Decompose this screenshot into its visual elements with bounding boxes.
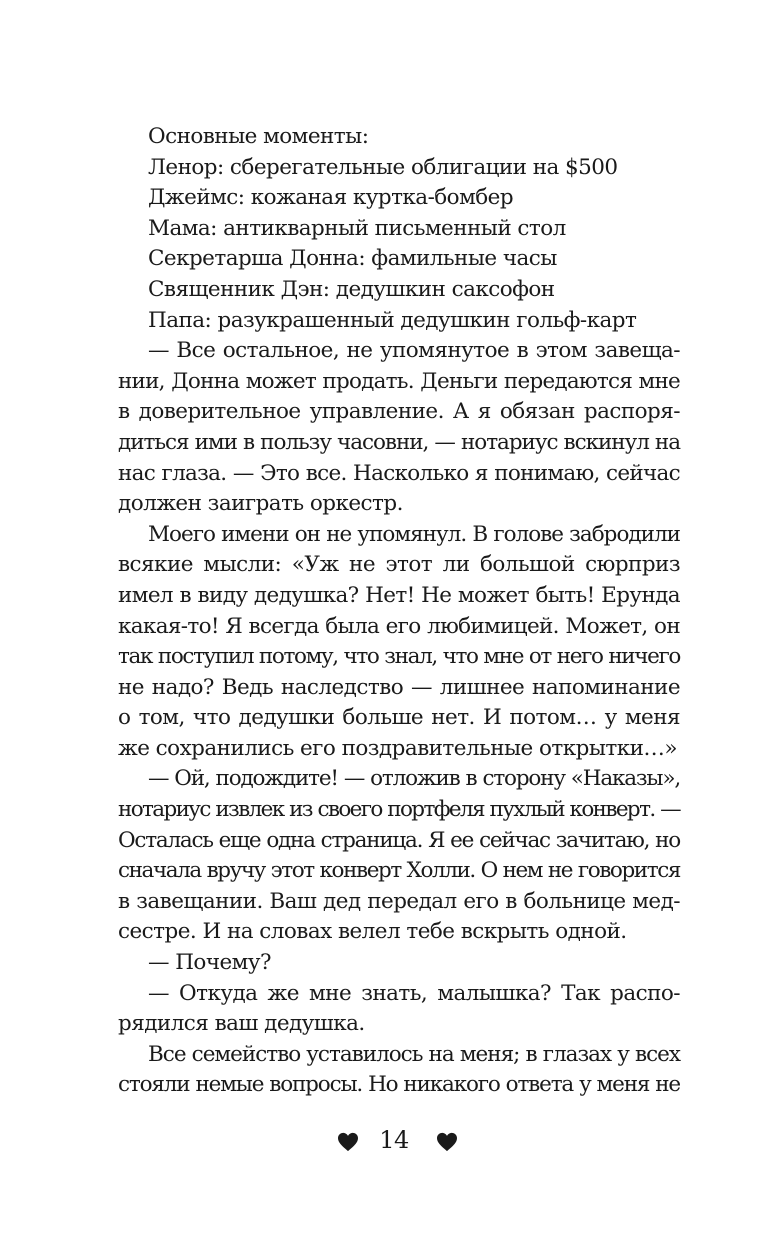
page-footer bbox=[0, 1124, 768, 1160]
text-line: в завещании. Ваш дед передал его в больнице мед- bbox=[118, 888, 680, 914]
text-line: — Почему? bbox=[148, 950, 271, 976]
text-line: нии, Донна может продать. Деньги передаются мне bbox=[118, 368, 680, 394]
text-line: диться ими в пользу часовни, — нотариус вскинул на bbox=[118, 429, 680, 455]
text-line: Моего имени он не упомянул. В голове забродили bbox=[148, 521, 680, 547]
list-heading: Основные моменты: bbox=[148, 124, 369, 149]
text-line: Осталась еще одна страница. Я ее сейчас зачитаю, но bbox=[118, 827, 680, 853]
text-line: нотариус извлек из своего портфеля пухлый конверт. — bbox=[118, 797, 680, 823]
text-line: должен заиграть оркестр. bbox=[118, 491, 403, 517]
body-text bbox=[118, 122, 680, 1101]
heart-icon bbox=[436, 1132, 458, 1152]
text-line: всякие мысли: «Уж не этот ли большой сюрприз bbox=[118, 552, 680, 578]
list-item: Ленор: сберегательные облигации на $500 bbox=[148, 154, 618, 180]
list-item: Секретарша Донна: фамильные часы bbox=[148, 246, 557, 272]
text-line: имел в виду дедушка? Нет! Не может быть! Ерунда bbox=[118, 582, 680, 608]
text-line: о том, что дедушки больше нет. И потом… у меня bbox=[118, 705, 680, 731]
text-line: сестре. И на словах велел тебе вскрыть одной. bbox=[118, 919, 627, 945]
list-item: Папа: разукрашенный дедушкин гольф-карт bbox=[148, 307, 637, 333]
text-line: — Ой, подождите! — отложив в сторону «Наказы», bbox=[148, 766, 680, 792]
page-number: 14 bbox=[379, 1126, 409, 1154]
list-item: Мама: антикварный письменный стол bbox=[148, 215, 566, 241]
list-item: Джеймс: кожаная куртка-бомбер bbox=[148, 185, 514, 211]
text-line: рядился ваш дедушка. bbox=[118, 1011, 365, 1037]
text-line: так поступил потому, что знал, что мне от него ничего bbox=[118, 644, 680, 670]
text-line: сначала вручу этот конверт Холли. О нем не говорится bbox=[118, 858, 680, 884]
text-line: в доверительное управление. А я обязан распоря- bbox=[118, 399, 680, 425]
list-item: Священник Дэн: дедушкин саксофон bbox=[148, 276, 555, 302]
heart-icon bbox=[337, 1132, 359, 1152]
text-line: нас глаза. — Это все. Насколько я понимаю, сейчас bbox=[118, 460, 680, 486]
text-line: какая-то! Я всегда была его любимицей. Может, он bbox=[118, 613, 680, 639]
text-line: — Все остальное, не упомянутое в этом завеща- bbox=[148, 338, 680, 364]
text-line: не надо? Ведь наследство — лишнее напоминание bbox=[118, 674, 680, 700]
text-line: же сохранились его поздравительные открытки…» bbox=[118, 735, 677, 761]
text-line: Все семейство уставилось на меня; в глазах у всех bbox=[148, 1041, 680, 1067]
text-line: — Откуда же мне знать, малышка? Так распо- bbox=[148, 980, 680, 1006]
text-line: стояли немые вопросы. Но никакого ответа у меня не bbox=[118, 1072, 680, 1098]
